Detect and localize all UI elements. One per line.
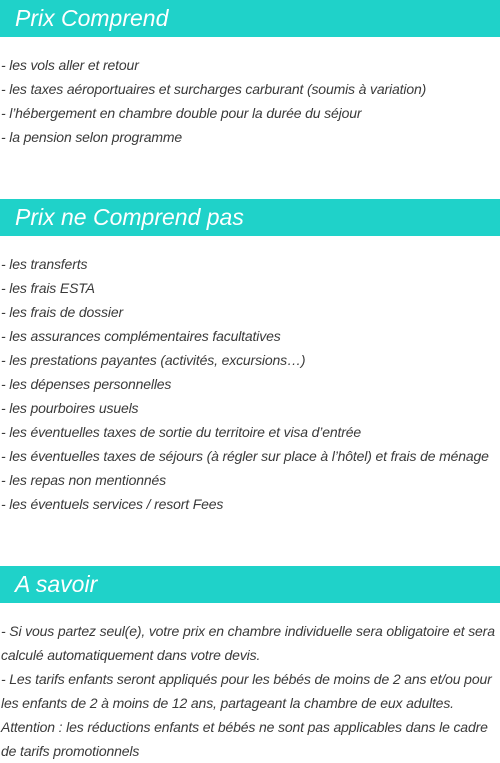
list-item: - les éventuels services / resort Fees [1,496,224,512]
included-list [0,53,500,149]
list-item: - les assurances complémentaires facultatives [1,328,281,344]
list-item: - l’hébergement en chambre double pour la durée du séjour [1,105,362,121]
list-item: - les vols aller et retour [1,57,139,73]
section-header-info: A savoir [0,566,500,603]
info-paragraph: - Les tarifs enfants seront appliqués pour les bébés de moins de 2 ans et/ou pour les enfants de 2 à moins de 12 ans, partageant la chambre de eux adultes. [1,671,492,711]
list-item: - les prestations payantes (activités, excursions…) [1,352,306,368]
section-header-excluded: Prix ne Comprend pas [0,199,500,236]
list-item: - les dépenses personnelles [1,376,172,392]
list-item: - les pourboires usuels [1,400,139,416]
section-header-included: Prix Comprend [0,0,500,37]
list-item: - les frais de dossier [1,304,123,320]
list-item: - les transferts [1,256,88,272]
list-item: - les frais ESTA [1,280,95,296]
info-paragraph: - Si vous partez seul(e), votre prix en chambre individuelle sera obligatoire et sera calculé automatiquement dans votre devis. [1,623,495,663]
list-item: - les éventuelles taxes de sortie du territoire et visa d’entrée [1,424,362,440]
list-item: - les repas non mentionnés [1,472,166,488]
list-item: - les taxes aéroportuaires et surcharges carburant (soumis à variation) [1,81,427,97]
excluded-list [0,252,500,516]
list-item: - la pension selon programme [1,129,183,145]
list-item: - les éventuelles taxes de séjours (à régler sur place à l’hôtel) et frais de ménage [1,448,489,464]
info-paragraph: Attention : les réductions enfants et bébés ne sont pas applicables dans le cadre de tarifs promotionnels [1,719,488,759]
